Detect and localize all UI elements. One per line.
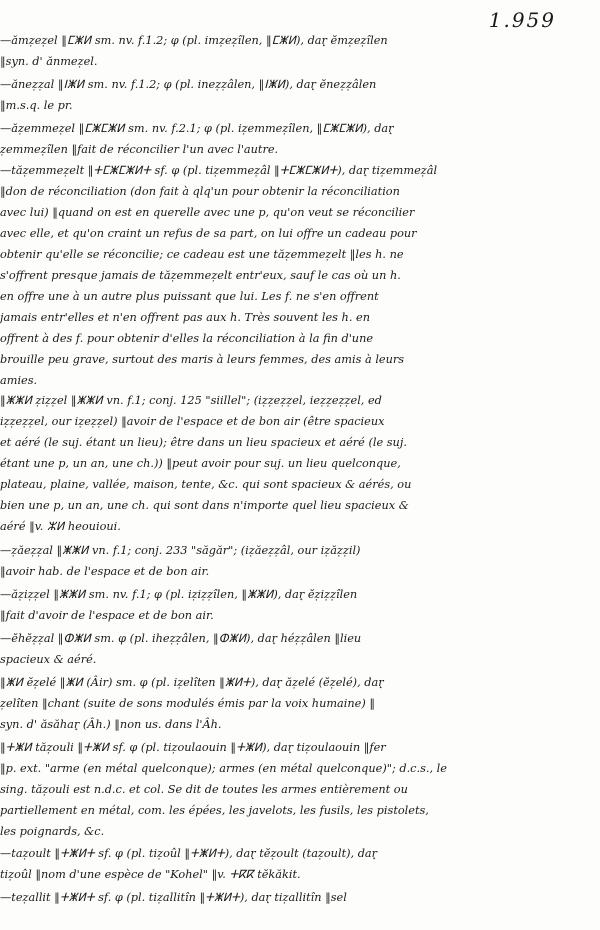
- entry-line: obtenir qu'elle se réconcilie; ce cadeau est une tăẓemmeẓelt ‖les h. ne: [0, 248, 404, 261]
- entry-line: amies.: [0, 374, 38, 387]
- entry-line: —ăneẓẓal ‖ⵏⵥⵍ sm. nv. f.1.2; φ (pl. ineẓẓâlen, ‖ⵏⵥⵍ), dar̨ ĕneẓẓâlen: [0, 78, 377, 91]
- entry-line: tiẓoûl ‖nom d'une espèce de "Kohel" ‖v. ⵜⴽⴽ tĕkăkit.: [0, 868, 301, 881]
- entry-line: plateau, plaine, vallée, maison, tente, &c. qui sont spacieux & aérés, ou: [0, 478, 412, 491]
- entry-line: sing. tăẓouli est n.d.c. et col. Se dit de toutes les armes entièrement ou: [0, 783, 408, 796]
- entry-line: —ăẓiẓẓel ‖ⵥⵥⵍ sm. nv. f.1; φ (pl. iẓiẓẓîlen, ‖ⵥⵥⵍ), dar̨ ĕẓiẓẓîlen: [0, 588, 358, 601]
- entry-line: ‖ⵥⵍ ĕẓelé ‖ⵥⵍ (Âir) sm. φ (pl. iẓelîten ‖ⵥⵍⵜ), dar̨ ăẓelé (ĕẓelé), dar̨: [0, 676, 384, 689]
- entry-line: —taẓoult ‖ⵜⵥⵍⵜ sf. φ (pl. tiẓoûl ‖ⵜⵥⵍⵜ), dar̨ tĕẓoult (taẓoult), dar̨: [0, 847, 378, 860]
- entry-line: aéré ‖v. ⵣⵍ heouioui.: [0, 520, 121, 533]
- entry-line: ẓelîten ‖chant (suite de sons modulés émis par la voix humaine) ‖: [0, 697, 376, 710]
- entry-line: —teẓallit ‖ⵜⵥⵍⵜ sf. φ (pl. tiẓallitîn ‖ⵜⵥⵍⵜ), dar̨ tiẓallitîn ‖sel: [0, 891, 347, 904]
- entry-line: ‖avoir hab. de l'espace et de bon air.: [0, 565, 210, 578]
- entry-line: ‖ⵜⵥⵍ tăẓouli ‖ⵜⵥⵍ sf. φ (pl. tiẓoulaouin ‖ⵜⵥⵍ), dar̨ tiẓoulaouin ‖fer: [0, 741, 386, 754]
- entry-line: ‖m.s.q. le pr.: [0, 99, 73, 112]
- entry-line: ‖don de réconciliation (don fait à qlq'un pour obtenir la réconciliation: [0, 185, 400, 198]
- entry-line: —ĕhĕẓẓal ‖ⵀⵥⵍ sm. φ (pl. iheẓẓâlen, ‖ⵀⵥⵍ), dar̨ héẓẓâlen ‖lieu: [0, 632, 362, 645]
- entry-line: s'offrent presque jamais de tăẓemmeẓelt entr'eux, sauf le cas où un h.: [0, 269, 401, 282]
- entry-line: avec elle, et qu'on craint un refus de sa part, on lui offre un cadeau pour: [0, 227, 417, 240]
- entry-line: étant une p, un an, une ch.)) ‖peut avoir pour suj. un lieu quelconque,: [0, 457, 401, 470]
- entry-line: ẓemmeẓîlen ‖fait de réconcilier l'un avec l'autre.: [0, 143, 279, 156]
- entry-line: —tăẓemmeẓelt ‖ⵜⵎⵥⵎⵥⵍⵜ sf. φ (pl. tiẓemmeẓâl ‖ⵜⵎⵥⵎⵥⵍⵜ), dar̨ tiẓemmeẓâl: [0, 164, 438, 177]
- entry-line: partiellement en métal, com. les épées, les javelots, les fusils, les pistolets,: [0, 804, 429, 817]
- entry-line: ‖fait d'avoir de l'espace et de bon air.: [0, 609, 214, 622]
- entry-line: les poignards, &c.: [0, 825, 105, 838]
- entry-line: iẓẓeẓẓel, our iẓeẓẓel) ‖avoir de l'espace et de bon air (être spacieux: [0, 415, 385, 428]
- entry-line: syn. d' ăsăhar̨ (Âh.) ‖non us. dans l'Âh.: [0, 718, 222, 731]
- entry-line: et aéré (le suj. étant un lieu); être dans un lieu spacieux et aéré (le suj.: [0, 436, 407, 449]
- entry-line: ‖p. ext. "arme (en métal quelconque); armes (en métal quelconque)"; d.c.s., le: [0, 762, 447, 775]
- entry-line: brouille peu grave, surtout des maris à leurs femmes, des amis à leurs: [0, 353, 405, 366]
- page-number: 1.959: [488, 8, 556, 32]
- entry-line: offrent à des f. pour obtenir d'elles la réconciliation à la fin d'une: [0, 332, 374, 345]
- entry-line: —ăẓemmeẓel ‖ⵎⵥⵎⵥⵍ sm. nv. f.2.1; φ (pl. iẓemmeẓîlen, ‖ⵎⵥⵎⵥⵍ), dar̨: [0, 122, 394, 135]
- entry-line: ‖syn. d' ănmeẓel.: [0, 55, 98, 68]
- entry-line: —ămẓeẓel ‖ⵎⵥⵍ sm. nv. f.1.2; φ (pl. imẓeẓîlen, ‖ⵎⵥⵍ), dar̨ ĕmẓeẓîlen: [0, 34, 388, 47]
- entry-line: en offre une à un autre plus puissant que lui. Les f. ne s'en offrent: [0, 290, 379, 303]
- entry-line: —ẓăeẓẓal ‖ⵥⵥⵍ vn. f.1; conj. 233 "săgăr"; (iẓăeẓẓâl, our iẓăẓẓil): [0, 544, 361, 557]
- entry-line: jamais entr'elles et n'en offrent pas aux h. Très souvent les h. en: [0, 311, 370, 324]
- entry-line: spacieux & aéré.: [0, 653, 97, 666]
- entry-line: avec lui) ‖quand on est en querelle avec une p, qu'on veut se réconcilier: [0, 206, 415, 219]
- entry-line: bien une p, un an, une ch. qui sont dans n'importe quel lieu spacieux &: [0, 499, 409, 512]
- entry-line: ‖ⵥⵥⵍ ẓiẓẓel ‖ⵥⵥⵍ vn. f.1; conj. 125 "siillel"; (iẓẓeẓẓel, ieẓẓeẓẓel, ed: [0, 394, 382, 407]
